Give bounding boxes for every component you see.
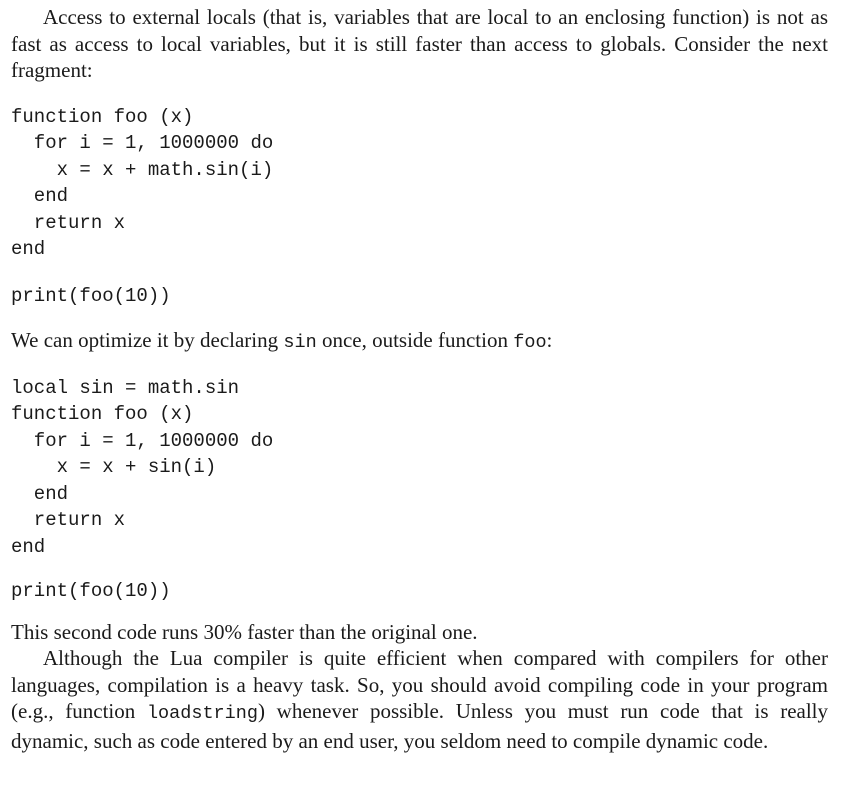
code-block-optimized [11, 375, 828, 561]
code-call-original [11, 283, 828, 310]
paragraph-text: ) whenever possible. Unless you must run code that is really dynamic, such as code entered by an end user, you seldom need to compile dynamic code. [11, 699, 829, 753]
code-line: function foo (x) [11, 403, 194, 425]
code-line: end [11, 535, 46, 558]
inline-code-foo: foo [513, 332, 547, 353]
code-call-optimized [11, 578, 828, 605]
paragraph-optimize [11, 327, 828, 357]
code-line: local sin = math.sin [11, 376, 240, 399]
code-line: end [11, 238, 46, 260]
inline-code-sin: sin [283, 332, 317, 353]
code-line: return x [11, 509, 126, 531]
code-line: print(foo(10)) [11, 284, 171, 307]
code-line: for i = 1, 1000000 do [11, 429, 274, 452]
paragraph-speedup: This second code runs 30% faster than the original one. [11, 619, 478, 644]
code-block-original [11, 104, 828, 263]
paragraph-text: Although the Lua compiler is quite efficient when compared with compilers for other languages, compilation is a heavy task. So, you should avoid compiling code in your program (e.g., function [11, 646, 828, 723]
code-line: x = x + sin(i) [11, 456, 217, 478]
paragraph-compiler [11, 645, 828, 754]
paragraph-text: : [546, 328, 553, 352]
paragraph-text: once, outside function [316, 328, 514, 352]
code-line: for i = 1, 1000000 do [11, 132, 274, 154]
code-line: end [11, 482, 69, 505]
code-line: return x [11, 211, 126, 234]
inline-code-loadstring: loadstring [146, 703, 258, 724]
paragraph-external-locals: Access to external locals (that is, variables that are local to an enclosing function) is not as fast as access to local variables, but it is still faster than access to globals. Consider the next fragment: [11, 5, 828, 82]
code-line: x = x + math.sin(i) [11, 158, 274, 181]
code-line: print(foo(10)) [11, 580, 171, 602]
code-line: end [11, 185, 69, 207]
code-line: function foo (x) [11, 105, 194, 128]
paragraph-text: We can optimize it by declaring [11, 328, 284, 352]
